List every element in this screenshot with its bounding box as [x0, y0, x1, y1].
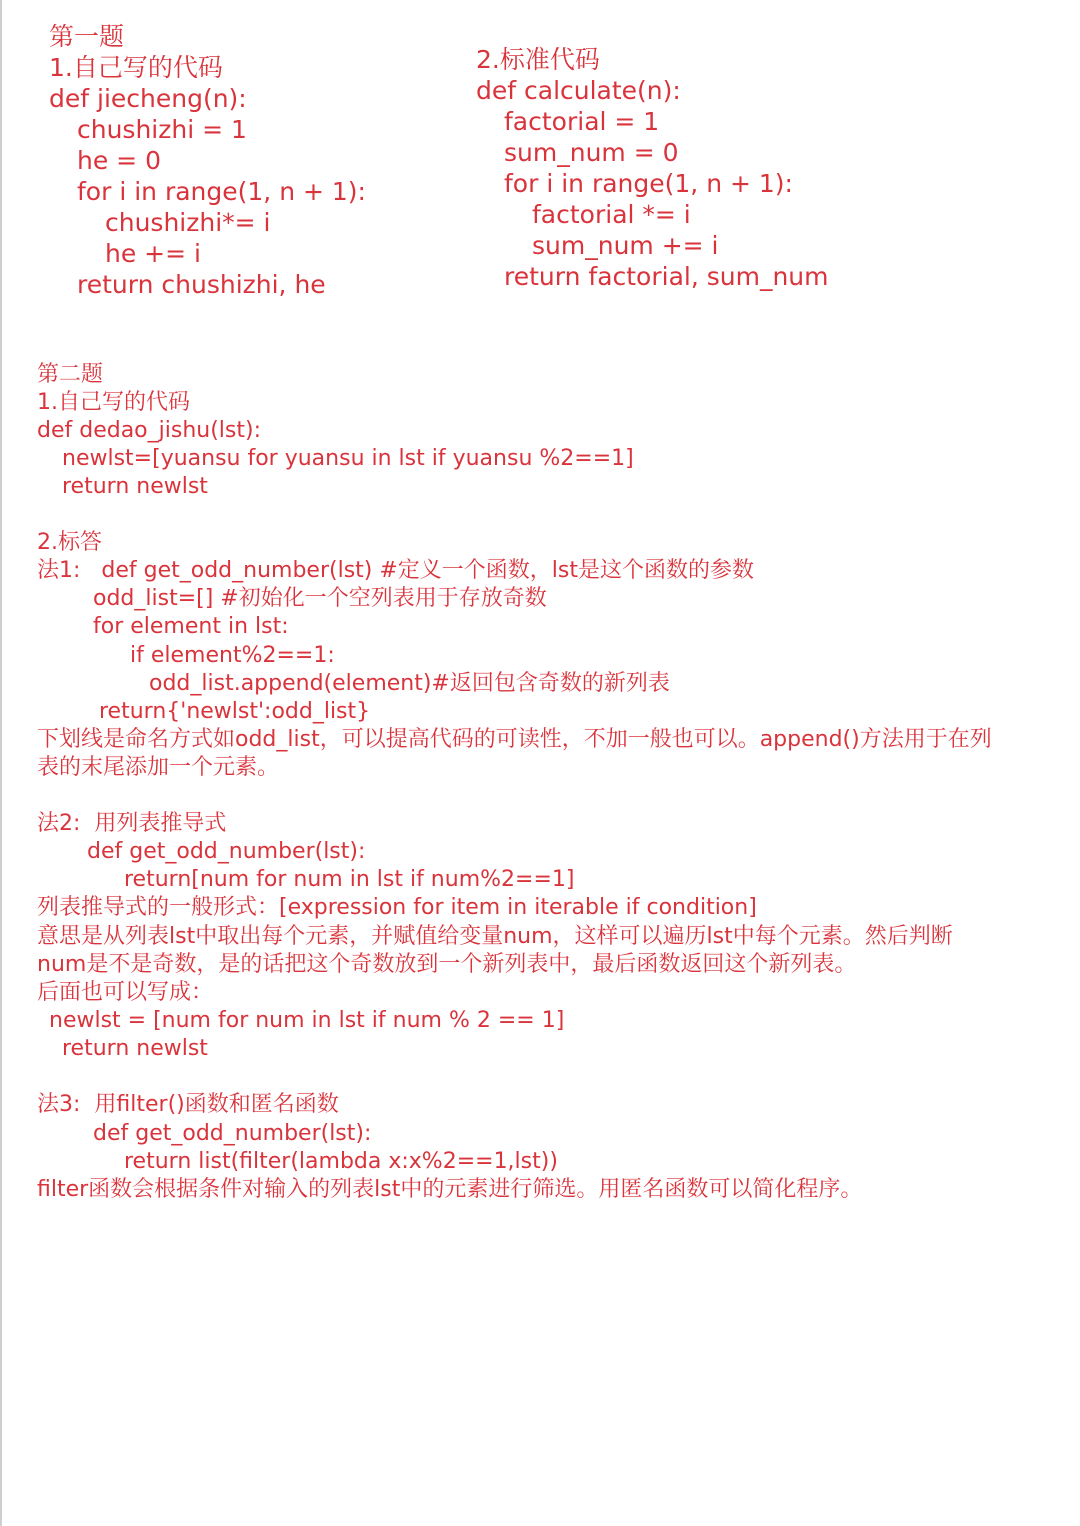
code-line: if element%2==1:: [130, 643, 335, 668]
explanation-line: 列表推导式的一般形式：[expression for item in iterable if condition]: [37, 895, 757, 920]
standard-code-heading: 2.标准代码: [476, 45, 600, 74]
code-line: for i in range(1, n + 1):: [77, 177, 366, 206]
explanation-line: 意思是从列表lst中取出每个元素，并赋值给变量num，这样可以遍历lst中每个元素。然后判断: [37, 924, 953, 949]
explanation-line: 后面也可以写成：: [37, 980, 214, 1005]
code-line: factorial *= i: [532, 200, 691, 229]
code-line: he = 0: [77, 146, 161, 175]
code-line: def dedao_jishu(lst):: [37, 418, 261, 443]
code-line: chushizhi = 1: [77, 115, 247, 144]
answer-heading: 2.标答: [37, 530, 102, 555]
method-heading: 法2: 用列表推导式: [37, 811, 227, 836]
explanation-line: filter函数会根据条件对输入的列表lst中的元素进行筛选。用匿名函数可以简化程序。: [37, 1177, 863, 1202]
code-line: factorial = 1: [504, 107, 660, 136]
code-line: newlst=[yuansu for yuansu in lst if yuansu %2==1]: [62, 446, 634, 471]
code-line: he += i: [105, 239, 201, 268]
explanation-line: 表的末尾添加一个元素。: [37, 755, 280, 780]
code-line: newlst = [num for num in lst if num % 2 == 1]: [49, 1008, 565, 1033]
code-line: for element in lst:: [93, 614, 289, 639]
code-line: 法1: def get_odd_number(lst) #定义一个函数，lst是这个函数的参数: [37, 558, 754, 583]
code-line: sum_num += i: [532, 231, 719, 260]
code-line: return list(filter(lambda x:x%2==1,lst)): [124, 1149, 558, 1174]
code-line: return chushizhi, he: [77, 270, 326, 299]
code-line: def jiecheng(n):: [49, 84, 247, 113]
code-line: return factorial, sum_num: [504, 262, 829, 291]
code-line: for i in range(1, n + 1):: [504, 169, 793, 198]
code-line: def get_odd_number(lst):: [87, 839, 366, 864]
code-line: def calculate(n):: [476, 76, 681, 105]
code-line: odd_list.append(element)#返回包含奇数的新列表: [149, 671, 670, 696]
code-line: odd_list=[] #初始化一个空列表用于存放奇数: [93, 586, 547, 611]
method-heading: 法3: 用filter()函数和匿名函数: [37, 1092, 339, 1117]
code-line: return{'newlst':odd_list}: [99, 699, 371, 724]
explanation-line: 下划线是命名方式如odd_list，可以提高代码的可读性，不加一般也可以。append()方法用于在列: [37, 727, 992, 752]
code-line: def get_odd_number(lst):: [93, 1121, 372, 1146]
question-2-title: 第二题: [37, 362, 104, 387]
explanation-line: num是不是奇数，是的话把这个奇数放到一个新列表中，最后函数返回这个新列表。: [37, 952, 857, 977]
own-code-heading: 1.自己写的代码: [49, 53, 223, 82]
own-code-heading: 1.自己写的代码: [37, 390, 190, 415]
code-line: chushizhi*= i: [105, 208, 271, 237]
question-1-title: 第一题: [49, 22, 125, 51]
code-line: sum_num = 0: [504, 138, 679, 167]
code-line: return newlst: [62, 1036, 208, 1061]
code-line: return[num for num in lst if num%2==1]: [124, 867, 575, 892]
code-line: return newlst: [62, 474, 208, 499]
